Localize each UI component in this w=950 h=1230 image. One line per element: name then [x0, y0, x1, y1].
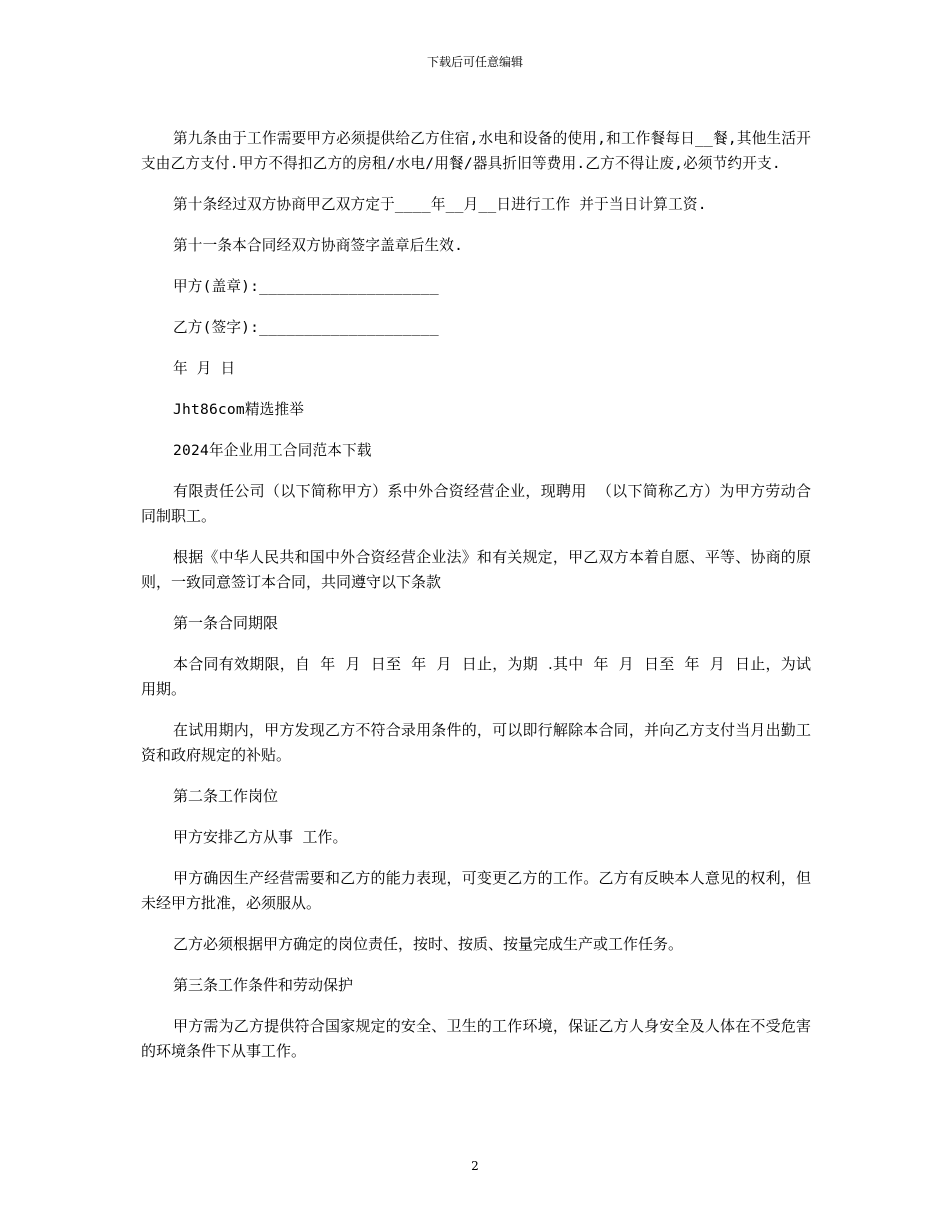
- article-1-heading: 第一条合同期限: [173, 614, 279, 632]
- intro-paragraph: 有限责任公司（以下简称甲方）系中外合资经营企业，现聘用 （以下简称乙方）为甲方劳动合同制职工。: [141, 482, 811, 525]
- article-10: 第十条经过双方协商甲乙双方定于____年__月__日进行工作 并于当日计算工资.: [173, 196, 707, 213]
- document-title: 2024年企业用工合同范本下载: [173, 442, 372, 459]
- job-change-paragraph: 甲方确因生产经营需要和乙方的能力表现，可变更乙方的工作。乙方有反映本人意见的权利，但未经甲方批准，必须服从。: [141, 869, 811, 912]
- article-3-heading: 第三条工作条件和劳动保护: [173, 976, 354, 994]
- probation-paragraph: 在试用期内，甲方发现乙方不符合录用条件的，可以即行解除本合同，并向乙方支付当月出勤工资和政府规定的补贴。: [141, 721, 811, 764]
- document-body: [141, 126, 811, 1080]
- article-9: 第九条由于工作需要甲方必须提供给乙方住宿,水电和设备的使用,和工作餐每日__餐,其他生活开支由乙方支付.甲方不得扣乙方的房租/水电/用餐/器具折旧等费用.乙方不得让废,必须节约开支.: [141, 130, 811, 172]
- article-2-heading: 第二条工作岗位: [173, 787, 279, 805]
- article-11: 第十一条本合同经双方协商签字盖章后生效.: [173, 237, 464, 254]
- party-a-seal-line: 甲方(盖章):____________________: [173, 278, 439, 295]
- page-number: 2: [471, 1159, 479, 1173]
- job-assignment-paragraph: 甲方安排乙方从事 工作。: [173, 828, 348, 846]
- party-b-signature-line: 乙方(签字):____________________: [173, 319, 439, 336]
- contract-term-paragraph: 本合同有效期限，自 年 月 日至 年 月 日止，为期 .其中 年 月 日至 年 月 日止，为试用期。: [141, 655, 811, 698]
- recommendation-line: Jht86com精选推举: [173, 401, 305, 418]
- work-conditions-paragraph: 甲方需为乙方提供符合国家规定的安全、卫生的工作环境，保证乙方人身安全及人体在不受危害的环境条件下从事工作。: [141, 1017, 811, 1060]
- job-duty-paragraph: 乙方必须根据甲方确定的岗位责任，按时、按质、按量完成生产或工作任务。: [173, 935, 684, 953]
- date-line: 年 月 日: [173, 360, 236, 377]
- page-header: 下载后可任意编辑: [426, 55, 523, 69]
- legal-basis-paragraph: 根据《中华人民共和国中外合资经营企业法》和有关规定，甲乙双方本着自愿、平等、协商的原则，一致同意签订本合同，共同遵守以下条款: [141, 548, 811, 591]
